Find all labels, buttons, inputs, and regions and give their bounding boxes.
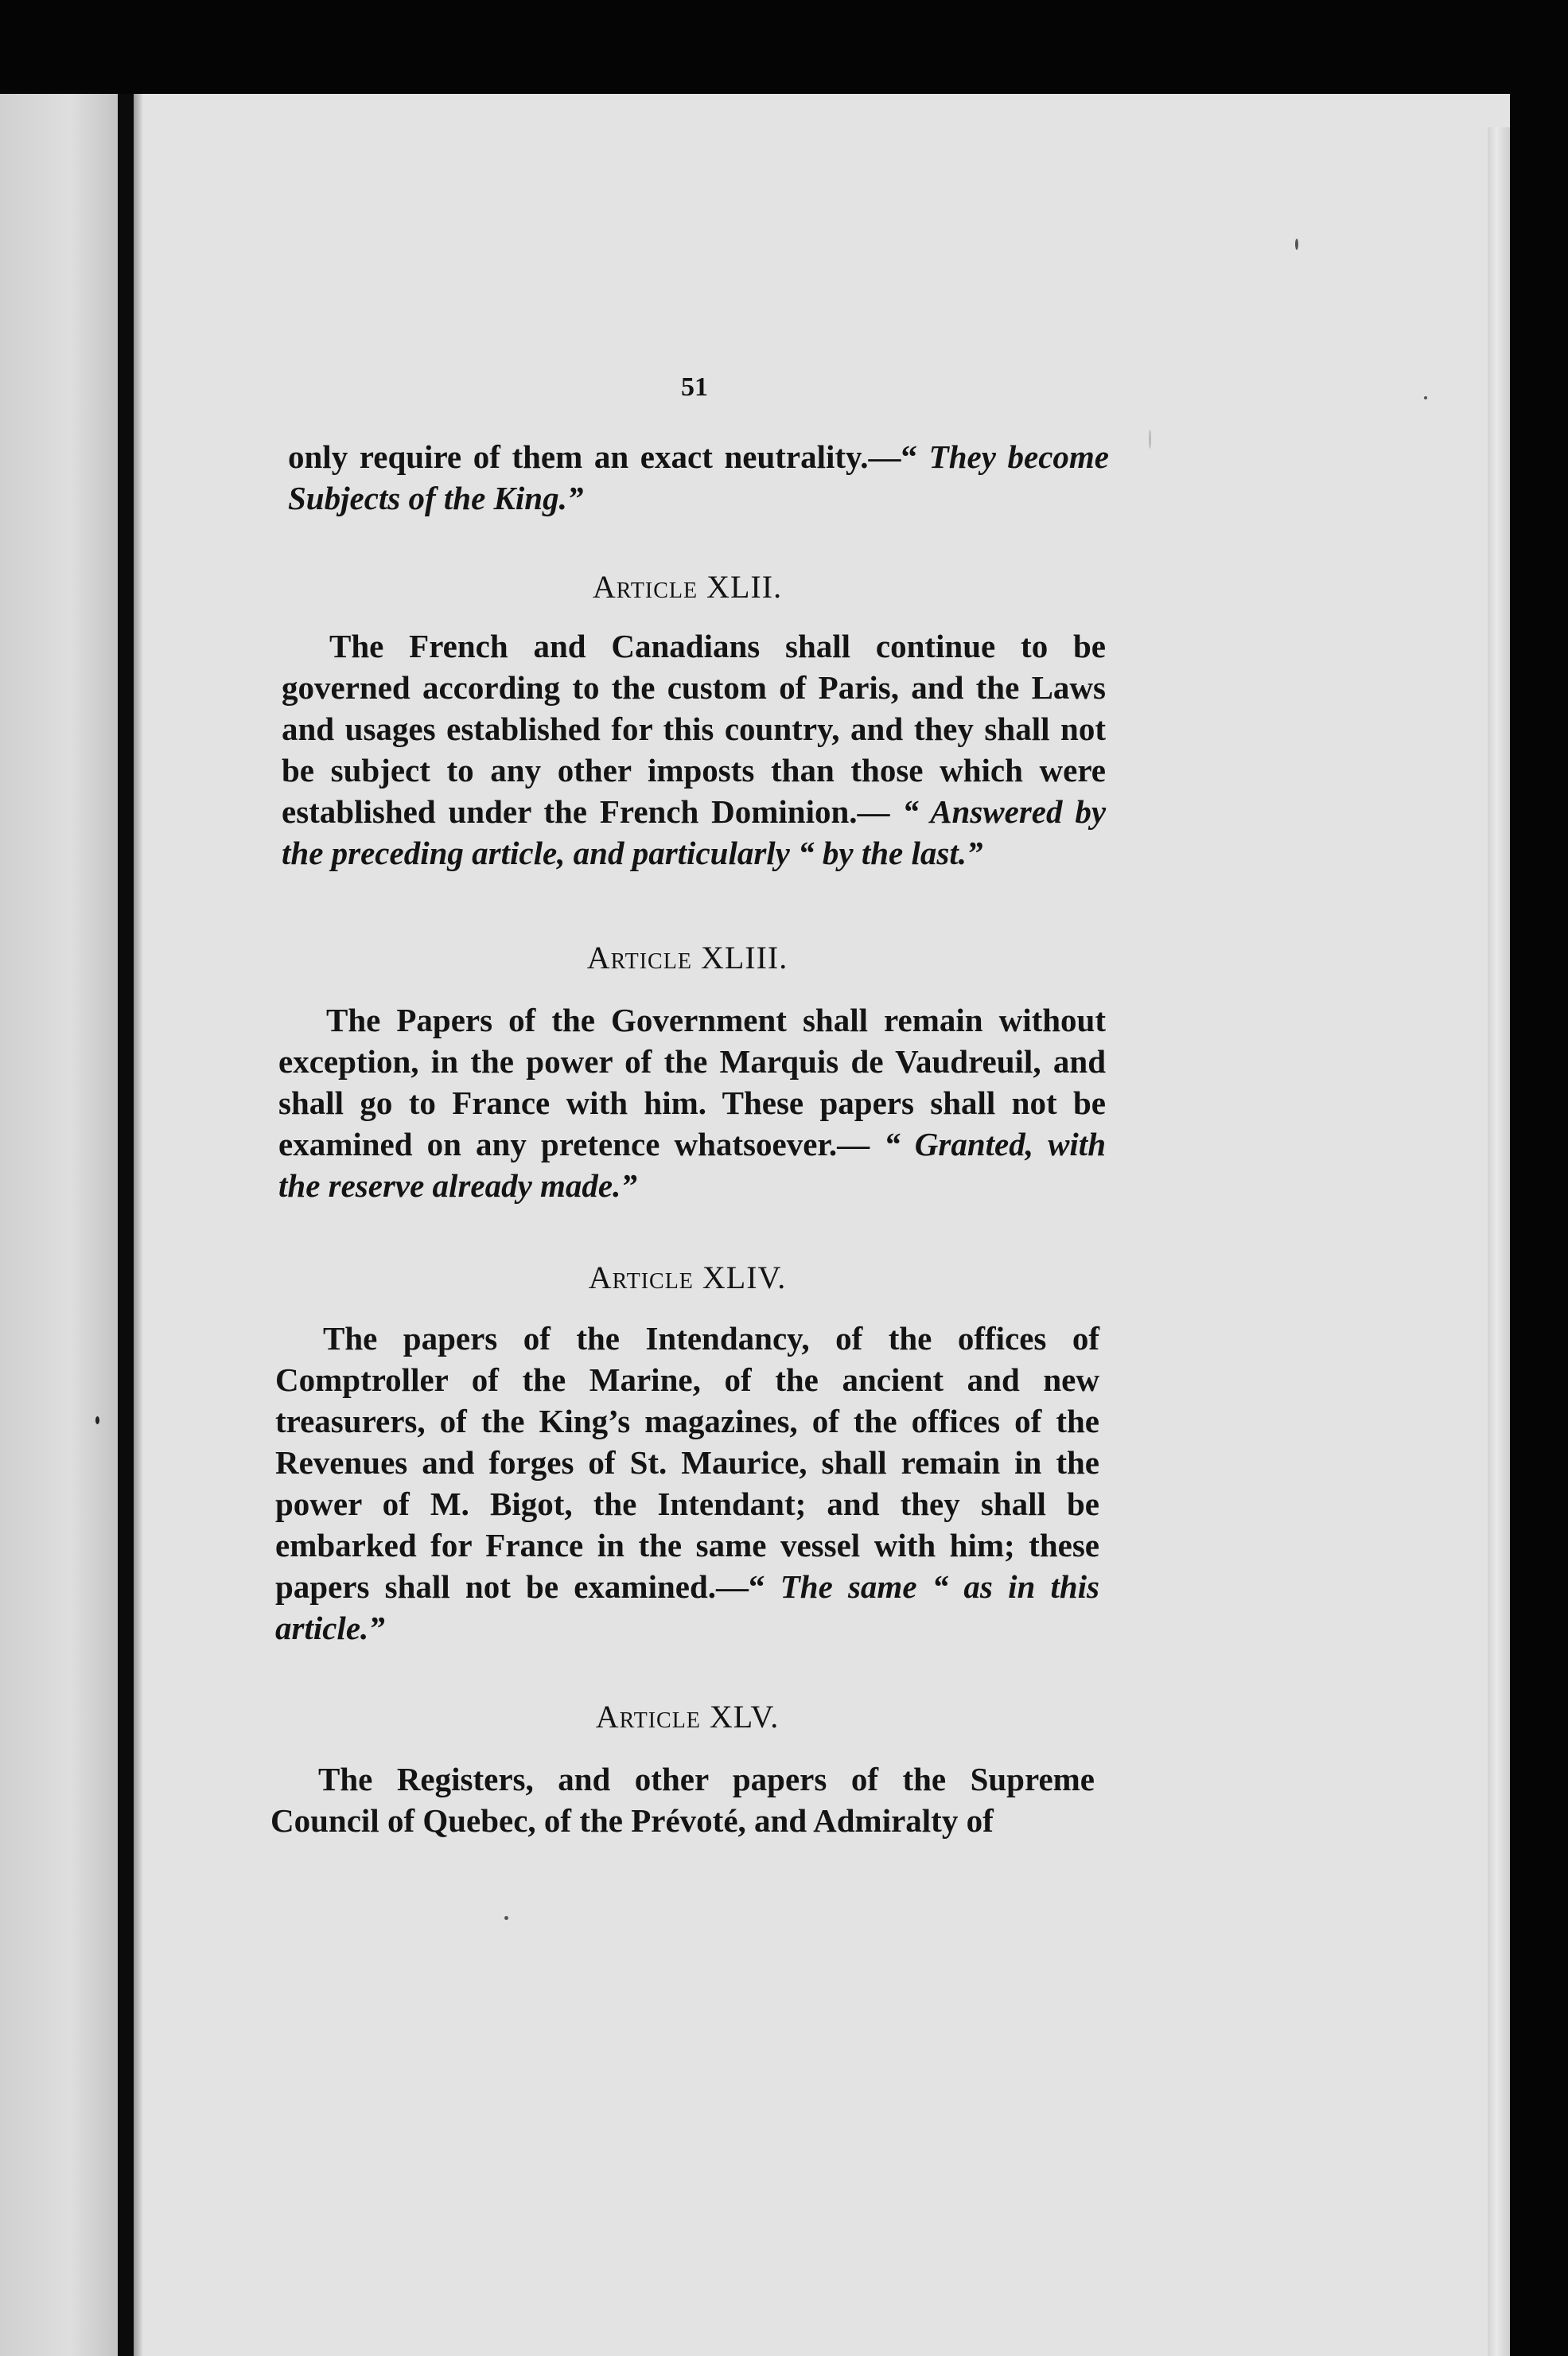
article-heading bbox=[270, 1257, 1104, 1299]
article-paragraph bbox=[275, 1318, 1099, 1649]
paragraph-italic-reply: “ Answered by the preceding article, and particularly “ by the last.” bbox=[282, 793, 1107, 871]
heading-label: Article bbox=[588, 1260, 694, 1295]
article-heading bbox=[270, 567, 1104, 608]
heading-numeral: XLV. bbox=[709, 1699, 780, 1735]
heading-label: Article bbox=[586, 940, 692, 976]
book-binding bbox=[118, 94, 134, 2356]
page-number: 51 bbox=[681, 372, 708, 402]
paragraph-italic-reply: They become Subjects of the King.” bbox=[288, 438, 1109, 516]
book-page bbox=[0, 94, 1510, 2356]
page-right-edge bbox=[1488, 127, 1510, 2356]
binding-shadow bbox=[134, 94, 143, 2356]
paragraph-text: only require of them an exact neutrality.—“ bbox=[288, 438, 929, 475]
paragraph-text: The Papers of the Government shall remain without exception, in the power of the Marquis de Vaudreuil, and shall go to France with him. These papers shall not be examined on any pretence whatsoever.— bbox=[278, 1002, 1106, 1162]
article-heading bbox=[270, 937, 1104, 979]
article-paragraph bbox=[282, 625, 1106, 874]
paragraph-text: The Registers, and other papers of the Supreme Council of Quebec, of the Prévoté, and Admiralty of bbox=[270, 1761, 1095, 1839]
paragraph-text: The papers of the Intendancy, of the offices of Comptroller of the Marine, of the ancient and new treasurers, of the King’s magazines, of the offices of the Revenues and forges of St. Maurice, shall remain in the power of M. Bigot, the Intendant; and they shall be embarked for France in the same vessel with him; these papers shall not be examined.—“ bbox=[275, 1320, 1099, 1605]
heading-label: Article bbox=[595, 1699, 701, 1735]
article-paragraph bbox=[270, 1758, 1095, 1841]
paragraph-italic-reply: The same “ as in this article.” bbox=[275, 1568, 1099, 1646]
paragraph-text: The French and Canadians shall continue to be governed according to the custom of Paris, and the Laws and usages established for this country, and they shall not be subject to any other imposts than those which were established under the French Dominion.— bbox=[282, 628, 1106, 830]
paragraph-italic-reply: “ Granted, with the reserve already made.” bbox=[278, 1126, 1106, 1204]
scan-top-border bbox=[0, 0, 1568, 94]
heading-numeral: XLIII. bbox=[700, 940, 788, 976]
continuation-paragraph bbox=[288, 436, 1109, 519]
facing-page-edge bbox=[0, 94, 118, 2356]
heading-label: Article bbox=[592, 569, 698, 605]
heading-numeral: XLII. bbox=[706, 569, 783, 605]
article-paragraph bbox=[278, 999, 1106, 1206]
article-heading bbox=[270, 1696, 1104, 1738]
heading-numeral: XLIV. bbox=[702, 1260, 787, 1295]
